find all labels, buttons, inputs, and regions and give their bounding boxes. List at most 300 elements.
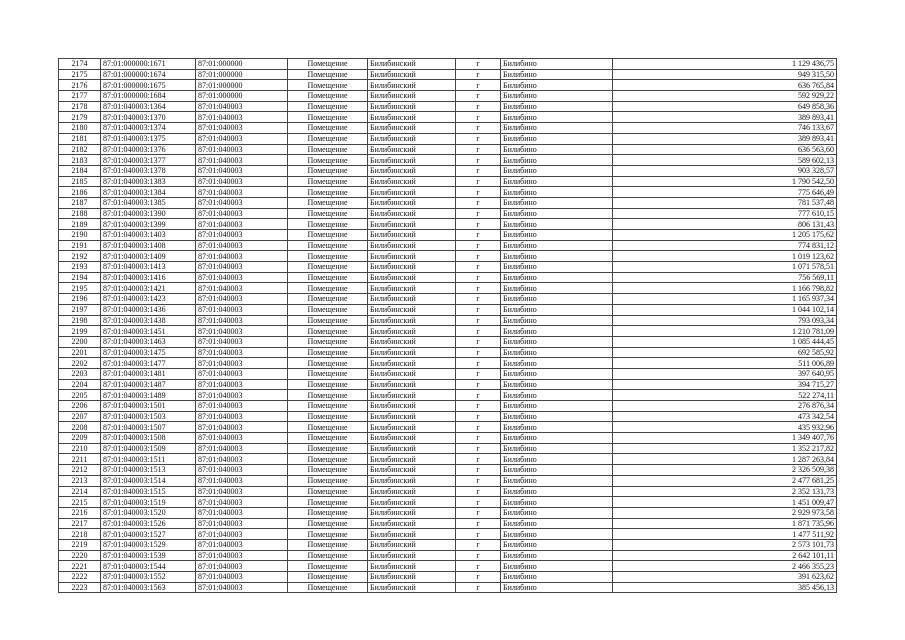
table-row	[59, 112, 837, 123]
cell-object-type: Помещение	[288, 411, 368, 422]
cell-district: Билибинский	[368, 475, 456, 486]
table-row	[59, 475, 837, 486]
cell-locality: Билибино	[501, 176, 613, 187]
cell-district: Билибинский	[368, 187, 456, 198]
cell-cadastral-number: 87:01:040003:1378	[101, 165, 196, 176]
cell-row-number: 2216	[59, 507, 101, 518]
table-row	[59, 368, 837, 379]
cell-cadastral-quarter: 87:01:040003	[196, 550, 288, 561]
cell-cadastral-value: 777 610,15	[613, 208, 837, 219]
cell-row-number: 2175	[59, 69, 101, 80]
table-row	[59, 454, 837, 465]
cell-cadastral-number: 87:01:040003:1489	[101, 390, 196, 401]
cell-cadastral-quarter: 87:01:040003	[196, 165, 288, 176]
cell-cadastral-value: 394 715,27	[613, 379, 837, 390]
cell-locality-type: г	[456, 422, 501, 433]
cell-locality: Билибино	[501, 497, 613, 508]
cell-row-number: 2176	[59, 80, 101, 91]
cell-object-type: Помещение	[288, 165, 368, 176]
cell-cadastral-value: 1 165 937,34	[613, 294, 837, 305]
cell-cadastral-value: 649 858,36	[613, 101, 837, 112]
cell-locality-type: г	[456, 304, 501, 315]
cell-locality: Билибино	[501, 155, 613, 166]
cell-cadastral-quarter: 87:01:040003	[196, 465, 288, 476]
cell-row-number: 2197	[59, 304, 101, 315]
cell-district: Билибинский	[368, 294, 456, 305]
cell-cadastral-value: 397 640,95	[613, 368, 837, 379]
cell-row-number: 2189	[59, 219, 101, 230]
cell-cadastral-number: 87:01:040003:1421	[101, 283, 196, 294]
cell-cadastral-number: 87:01:040003:1481	[101, 368, 196, 379]
cell-object-type: Помещение	[288, 379, 368, 390]
cell-cadastral-number: 87:01:040003:1423	[101, 294, 196, 305]
cell-cadastral-number: 87:01:040003:1487	[101, 379, 196, 390]
cell-locality: Билибино	[501, 294, 613, 305]
cell-district: Билибинский	[368, 336, 456, 347]
cell-locality-type: г	[456, 326, 501, 337]
cell-locality: Билибино	[501, 208, 613, 219]
cell-locality: Билибино	[501, 59, 613, 70]
cell-object-type: Помещение	[288, 144, 368, 155]
table-row	[59, 123, 837, 134]
cell-object-type: Помещение	[288, 112, 368, 123]
cell-cadastral-number: 87:01:040003:1503	[101, 411, 196, 422]
cell-cadastral-number: 87:01:040003:1403	[101, 230, 196, 241]
cell-locality-type: г	[456, 561, 501, 572]
cell-cadastral-value: 2 642 101,11	[613, 550, 837, 561]
cell-object-type: Помещение	[288, 433, 368, 444]
cell-cadastral-number: 87:01:040003:1364	[101, 101, 196, 112]
cell-locality: Билибино	[501, 465, 613, 476]
cell-cadastral-number: 87:01:040003:1409	[101, 251, 196, 262]
cell-object-type: Помещение	[288, 561, 368, 572]
table-row	[59, 358, 837, 369]
cell-cadastral-value: 592 929,22	[613, 91, 837, 102]
cell-locality-type: г	[456, 230, 501, 241]
cell-cadastral-number: 87:01:040003:1563	[101, 582, 196, 593]
cell-district: Билибинский	[368, 518, 456, 529]
cell-cadastral-number: 87:01:040003:1539	[101, 550, 196, 561]
cell-cadastral-number: 87:01:040003:1416	[101, 272, 196, 283]
cell-locality: Билибино	[501, 486, 613, 497]
cell-locality-type: г	[456, 262, 501, 273]
table-row	[59, 433, 837, 444]
cell-cadastral-value: 1 205 175,62	[613, 230, 837, 241]
cell-cadastral-value: 775 646,49	[613, 187, 837, 198]
cell-object-type: Помещение	[288, 69, 368, 80]
cell-locality-type: г	[456, 454, 501, 465]
cell-locality-type: г	[456, 294, 501, 305]
cell-object-type: Помещение	[288, 230, 368, 241]
cell-district: Билибинский	[368, 347, 456, 358]
cell-cadastral-number: 87:01:040003:1475	[101, 347, 196, 358]
cell-cadastral-number: 87:01:040003:1413	[101, 262, 196, 273]
cell-locality: Билибино	[501, 454, 613, 465]
cell-district: Билибинский	[368, 465, 456, 476]
cell-row-number: 2215	[59, 497, 101, 508]
cell-cadastral-quarter: 87:01:000000	[196, 80, 288, 91]
cell-locality: Билибино	[501, 91, 613, 102]
cell-locality: Билибино	[501, 240, 613, 251]
cell-district: Билибинский	[368, 155, 456, 166]
cell-row-number: 2207	[59, 411, 101, 422]
cell-cadastral-value: 385 456,13	[613, 582, 837, 593]
cell-cadastral-number: 87:01:040003:1552	[101, 572, 196, 583]
cell-cadastral-number: 87:01:040003:1477	[101, 358, 196, 369]
cell-cadastral-value: 2 929 973,58	[613, 507, 837, 518]
table-row	[59, 347, 837, 358]
cell-cadastral-number: 87:01:040003:1383	[101, 176, 196, 187]
cell-object-type: Помещение	[288, 390, 368, 401]
cell-cadastral-value: 473 342,54	[613, 411, 837, 422]
cell-locality-type: г	[456, 155, 501, 166]
cell-object-type: Помещение	[288, 187, 368, 198]
cell-cadastral-value: 391 623,62	[613, 572, 837, 583]
cell-row-number: 2188	[59, 208, 101, 219]
cell-row-number: 2174	[59, 59, 101, 70]
cell-cadastral-quarter: 87:01:040003	[196, 208, 288, 219]
cell-row-number: 2220	[59, 550, 101, 561]
cell-object-type: Помещение	[288, 347, 368, 358]
cell-locality-type: г	[456, 336, 501, 347]
cell-locality-type: г	[456, 358, 501, 369]
cell-cadastral-quarter: 87:01:040003	[196, 561, 288, 572]
cell-cadastral-quarter: 87:01:040003	[196, 454, 288, 465]
table-row	[59, 69, 837, 80]
cell-cadastral-number: 87:01:000000:1684	[101, 91, 196, 102]
cell-district: Билибинский	[368, 539, 456, 550]
cell-locality: Билибино	[501, 133, 613, 144]
cell-cadastral-number: 87:01:040003:1507	[101, 422, 196, 433]
cell-locality-type: г	[456, 507, 501, 518]
cell-row-number: 2196	[59, 294, 101, 305]
cell-district: Билибинский	[368, 550, 456, 561]
cell-district: Билибинский	[368, 411, 456, 422]
cell-row-number: 2217	[59, 518, 101, 529]
cell-cadastral-quarter: 87:01:040003	[196, 390, 288, 401]
cell-row-number: 2194	[59, 272, 101, 283]
cell-object-type: Помещение	[288, 539, 368, 550]
cell-object-type: Помещение	[288, 368, 368, 379]
cell-cadastral-number: 87:01:040003:1529	[101, 539, 196, 550]
cell-locality-type: г	[456, 197, 501, 208]
cell-district: Билибинский	[368, 219, 456, 230]
table-row	[59, 336, 837, 347]
cell-district: Билибинский	[368, 91, 456, 102]
cell-row-number: 2211	[59, 454, 101, 465]
cell-locality-type: г	[456, 518, 501, 529]
cell-locality-type: г	[456, 251, 501, 262]
cell-locality-type: г	[456, 208, 501, 219]
cell-locality: Билибино	[501, 144, 613, 155]
cell-cadastral-quarter: 87:01:040003	[196, 219, 288, 230]
cell-row-number: 2183	[59, 155, 101, 166]
cell-cadastral-quarter: 87:01:040003	[196, 379, 288, 390]
cell-row-number: 2213	[59, 475, 101, 486]
cell-cadastral-number: 87:01:040003:1408	[101, 240, 196, 251]
cell-row-number: 2218	[59, 529, 101, 540]
cell-cadastral-quarter: 87:01:040003	[196, 101, 288, 112]
cell-locality-type: г	[456, 443, 501, 454]
cell-locality: Билибино	[501, 283, 613, 294]
cell-cadastral-value: 2 466 355,23	[613, 561, 837, 572]
cell-cadastral-number: 87:01:040003:1377	[101, 155, 196, 166]
cell-district: Билибинский	[368, 262, 456, 273]
table-row	[59, 422, 837, 433]
cell-row-number: 2182	[59, 144, 101, 155]
cell-row-number: 2199	[59, 326, 101, 337]
cell-cadastral-value: 636 765,84	[613, 80, 837, 91]
table-row	[59, 379, 837, 390]
cell-district: Билибинский	[368, 123, 456, 134]
cell-cadastral-quarter: 87:01:040003	[196, 230, 288, 241]
cell-cadastral-quarter: 87:01:040003	[196, 529, 288, 540]
cell-cadastral-value: 389 893,41	[613, 112, 837, 123]
cell-row-number: 2177	[59, 91, 101, 102]
cell-cadastral-quarter: 87:01:040003	[196, 304, 288, 315]
cell-row-number: 2193	[59, 262, 101, 273]
cell-object-type: Помещение	[288, 401, 368, 412]
cell-locality: Билибино	[501, 326, 613, 337]
cell-cadastral-number: 87:01:040003:1399	[101, 219, 196, 230]
cell-cadastral-value: 2 477 681,25	[613, 475, 837, 486]
table-row	[59, 197, 837, 208]
cell-cadastral-number: 87:01:040003:1520	[101, 507, 196, 518]
cell-cadastral-number: 87:01:040003:1376	[101, 144, 196, 155]
cell-cadastral-value: 781 537,48	[613, 197, 837, 208]
cell-object-type: Помещение	[288, 336, 368, 347]
cell-locality-type: г	[456, 433, 501, 444]
cell-object-type: Помещение	[288, 443, 368, 454]
cell-district: Билибинский	[368, 80, 456, 91]
cell-cadastral-number: 87:01:000000:1674	[101, 69, 196, 80]
table-row	[59, 550, 837, 561]
cell-object-type: Помещение	[288, 101, 368, 112]
cell-object-type: Помещение	[288, 550, 368, 561]
cell-object-type: Помещение	[288, 529, 368, 540]
cell-locality-type: г	[456, 411, 501, 422]
cell-locality: Билибино	[501, 539, 613, 550]
cell-locality: Билибино	[501, 123, 613, 134]
cell-object-type: Помещение	[288, 91, 368, 102]
cell-locality: Билибино	[501, 101, 613, 112]
cell-locality-type: г	[456, 272, 501, 283]
cell-cadastral-number: 87:01:040003:1451	[101, 326, 196, 337]
cell-cadastral-number: 87:01:040003:1390	[101, 208, 196, 219]
cell-district: Билибинский	[368, 144, 456, 155]
cell-district: Билибинский	[368, 486, 456, 497]
cell-row-number: 2204	[59, 379, 101, 390]
cell-locality-type: г	[456, 390, 501, 401]
cell-row-number: 2178	[59, 101, 101, 112]
table-row	[59, 315, 837, 326]
cell-cadastral-quarter: 87:01:040003	[196, 497, 288, 508]
cell-row-number: 2186	[59, 187, 101, 198]
cell-locality: Билибино	[501, 358, 613, 369]
cell-district: Билибинский	[368, 572, 456, 583]
cell-cadastral-value: 1 477 511,92	[613, 529, 837, 540]
cell-cadastral-value: 1 071 578,51	[613, 262, 837, 273]
cell-district: Билибинский	[368, 230, 456, 241]
table-row	[59, 582, 837, 593]
cell-cadastral-value: 636 563,60	[613, 144, 837, 155]
cell-locality: Билибино	[501, 401, 613, 412]
cell-locality-type: г	[456, 368, 501, 379]
cell-locality-type: г	[456, 123, 501, 134]
cell-cadastral-quarter: 87:01:040003	[196, 176, 288, 187]
cell-locality: Билибино	[501, 197, 613, 208]
cell-locality: Билибино	[501, 390, 613, 401]
cell-district: Билибинский	[368, 326, 456, 337]
cell-district: Билибинский	[368, 240, 456, 251]
cell-district: Билибинский	[368, 69, 456, 80]
cell-cadastral-value: 1 790 542,50	[613, 176, 837, 187]
cell-object-type: Помещение	[288, 133, 368, 144]
cell-cadastral-quarter: 87:01:040003	[196, 197, 288, 208]
cell-object-type: Помещение	[288, 454, 368, 465]
cell-object-type: Помещение	[288, 572, 368, 583]
cell-row-number: 2214	[59, 486, 101, 497]
table-row	[59, 465, 837, 476]
cell-cadastral-quarter: 87:01:040003	[196, 422, 288, 433]
cell-cadastral-number: 87:01:040003:1370	[101, 112, 196, 123]
table-row	[59, 59, 837, 70]
cell-locality: Билибино	[501, 422, 613, 433]
cell-cadastral-number: 87:01:040003:1527	[101, 529, 196, 540]
cell-locality: Билибино	[501, 368, 613, 379]
cell-locality-type: г	[456, 187, 501, 198]
table-row	[59, 518, 837, 529]
cell-cadastral-quarter: 87:01:040003	[196, 133, 288, 144]
cell-object-type: Помещение	[288, 197, 368, 208]
cell-locality-type: г	[456, 91, 501, 102]
cell-cadastral-value: 1 451 009,47	[613, 497, 837, 508]
cell-cadastral-quarter: 87:01:040003	[196, 112, 288, 123]
table-row	[59, 240, 837, 251]
cell-object-type: Помещение	[288, 486, 368, 497]
cell-object-type: Помещение	[288, 518, 368, 529]
cell-district: Билибинский	[368, 433, 456, 444]
cell-district: Билибинский	[368, 272, 456, 283]
table-body	[59, 59, 837, 593]
table-row	[59, 155, 837, 166]
cell-cadastral-value: 774 831,12	[613, 240, 837, 251]
table-row	[59, 572, 837, 583]
cell-row-number: 2206	[59, 401, 101, 412]
table-row	[59, 272, 837, 283]
cell-locality-type: г	[456, 59, 501, 70]
cell-district: Билибинский	[368, 59, 456, 70]
cell-locality: Билибино	[501, 347, 613, 358]
cell-district: Билибинский	[368, 133, 456, 144]
cell-locality-type: г	[456, 133, 501, 144]
cell-cadastral-value: 2 326 509,38	[613, 465, 837, 476]
cell-row-number: 2181	[59, 133, 101, 144]
table-row	[59, 219, 837, 230]
cell-object-type: Помещение	[288, 582, 368, 593]
cell-cadastral-value: 1 349 407,76	[613, 433, 837, 444]
cell-cadastral-number: 87:01:040003:1526	[101, 518, 196, 529]
cell-locality-type: г	[456, 486, 501, 497]
cell-locality: Билибино	[501, 80, 613, 91]
cell-cadastral-value: 1 287 263,84	[613, 454, 837, 465]
cell-row-number: 2200	[59, 336, 101, 347]
cell-locality-type: г	[456, 572, 501, 583]
cell-cadastral-number: 87:01:040003:1514	[101, 475, 196, 486]
cell-row-number: 2179	[59, 112, 101, 123]
cell-district: Билибинский	[368, 176, 456, 187]
cell-cadastral-number: 87:01:040003:1438	[101, 315, 196, 326]
cell-cadastral-quarter: 87:01:040003	[196, 347, 288, 358]
cell-locality: Билибино	[501, 475, 613, 486]
cell-cadastral-value: 2 573 101,73	[613, 539, 837, 550]
cell-cadastral-value: 589 602,13	[613, 155, 837, 166]
cell-locality-type: г	[456, 550, 501, 561]
cell-district: Билибинский	[368, 197, 456, 208]
table-row	[59, 144, 837, 155]
cell-locality: Билибино	[501, 187, 613, 198]
cell-cadastral-quarter: 87:01:040003	[196, 507, 288, 518]
cell-cadastral-quarter: 87:01:040003	[196, 123, 288, 134]
table-row	[59, 507, 837, 518]
cell-cadastral-value: 1 085 444,45	[613, 336, 837, 347]
cell-object-type: Помещение	[288, 176, 368, 187]
cell-cadastral-value: 276 876,34	[613, 401, 837, 412]
cell-cadastral-number: 87:01:040003:1508	[101, 433, 196, 444]
cell-row-number: 2203	[59, 368, 101, 379]
cell-row-number: 2184	[59, 165, 101, 176]
cell-locality: Билибино	[501, 411, 613, 422]
table-row	[59, 176, 837, 187]
cell-locality-type: г	[456, 465, 501, 476]
registry-table	[58, 58, 837, 593]
cell-object-type: Помещение	[288, 59, 368, 70]
cell-row-number: 2192	[59, 251, 101, 262]
cell-locality: Билибино	[501, 251, 613, 262]
cell-locality-type: г	[456, 112, 501, 123]
cell-cadastral-quarter: 87:01:040003	[196, 539, 288, 550]
table-row	[59, 390, 837, 401]
cell-cadastral-value: 746 133,67	[613, 123, 837, 134]
cell-locality-type: г	[456, 539, 501, 550]
cell-cadastral-quarter: 87:01:040003	[196, 187, 288, 198]
cell-row-number: 2201	[59, 347, 101, 358]
cell-locality-type: г	[456, 347, 501, 358]
cell-locality-type: г	[456, 219, 501, 230]
cell-object-type: Помещение	[288, 251, 368, 262]
cell-locality: Билибино	[501, 272, 613, 283]
cell-cadastral-number: 87:01:040003:1463	[101, 336, 196, 347]
cell-row-number: 2202	[59, 358, 101, 369]
cell-locality: Билибино	[501, 550, 613, 561]
table-row	[59, 539, 837, 550]
cell-object-type: Помещение	[288, 315, 368, 326]
cell-district: Билибинский	[368, 529, 456, 540]
cell-cadastral-number: 87:01:040003:1501	[101, 401, 196, 412]
cell-cadastral-number: 87:01:040003:1384	[101, 187, 196, 198]
cell-district: Билибинский	[368, 561, 456, 572]
cell-cadastral-value: 806 131,43	[613, 219, 837, 230]
table-row	[59, 251, 837, 262]
cell-cadastral-quarter: 87:01:040003	[196, 433, 288, 444]
cell-district: Билибинский	[368, 315, 456, 326]
cell-cadastral-value: 903 328,57	[613, 165, 837, 176]
cell-cadastral-value: 435 932,96	[613, 422, 837, 433]
table-row	[59, 326, 837, 337]
cell-cadastral-value: 1 166 798,82	[613, 283, 837, 294]
cell-locality-type: г	[456, 144, 501, 155]
cell-cadastral-quarter: 87:01:040003	[196, 251, 288, 262]
